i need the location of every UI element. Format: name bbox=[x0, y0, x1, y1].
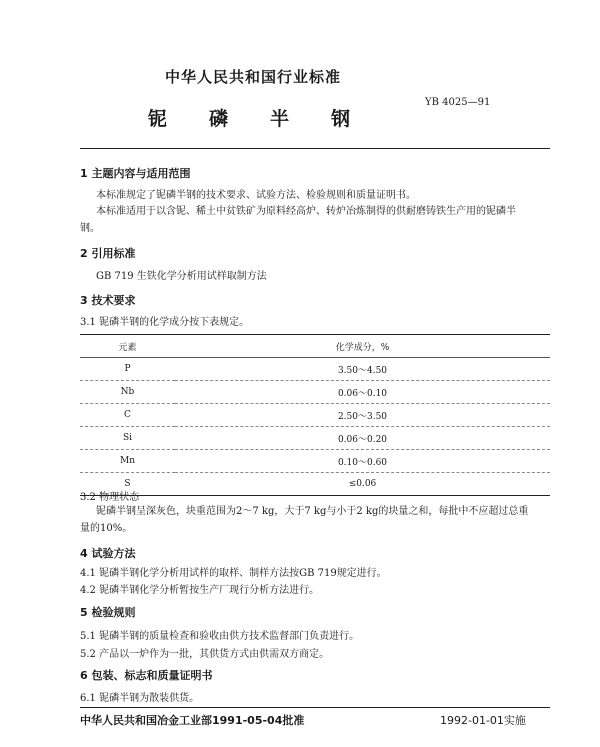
composition-cell: 0.06～0.10 bbox=[337, 388, 388, 399]
section-4-2-text: 4.2 铌磷半钢化学分析暂按生产厂现行分析方法进行。 bbox=[80, 585, 320, 596]
section-5-heading: 5 检验规则 bbox=[80, 606, 136, 619]
header-element: 元素 bbox=[118, 342, 137, 353]
table-row bbox=[80, 358, 550, 381]
composition-cell: 2.50～3.50 bbox=[337, 411, 388, 422]
section-6-heading: 6 包装、标志和质量证明书 bbox=[80, 669, 213, 682]
section-5-2-text: 5.2 产品以一炉作为一批，其供货方式由供需双方商定。 bbox=[80, 649, 330, 660]
implementation-date: 1992-01-01实施 bbox=[440, 714, 526, 727]
section-4-heading: 4 试验方法 bbox=[80, 547, 136, 560]
chemical-composition-table bbox=[80, 334, 550, 496]
section-4-1-text: 4.1 铌磷半钢化学分析用试样的取样、制样方法按GB 719规定进行。 bbox=[80, 568, 387, 579]
section-2-heading: 2 引用标准 bbox=[80, 247, 136, 260]
section-3-1-text: 3.1 铌磷半钢的化学成分按下表规定。 bbox=[80, 317, 250, 328]
section-1-paragraph-1: 本标准规定了铌磷半钢的技术要求、试验方法、检验规则和质量证明书。 bbox=[96, 190, 416, 201]
header-composition: 化学成分，% bbox=[335, 342, 390, 353]
standard-title: 铌磷半钢 bbox=[148, 108, 393, 130]
section-5-1-text: 5.1 铌磷半钢的质量检查和验收由供方技术监督部门负责进行。 bbox=[80, 631, 360, 642]
table-row bbox=[80, 381, 550, 404]
composition-cell: 0.06～0.20 bbox=[337, 434, 388, 445]
table-row bbox=[80, 473, 550, 496]
section-2-reference: GB 719 生铁化学分析用试样取制方法 bbox=[96, 271, 267, 282]
issuing-authority: 中华人民共和国行业标准 bbox=[165, 68, 342, 86]
composition-cell: ≤0.06 bbox=[348, 479, 377, 489]
section-6-1-text: 6.1 铌磷半钢为散装供货。 bbox=[80, 693, 200, 704]
section-1-heading: 1 主题内容与适用范围 bbox=[80, 167, 191, 180]
composition-cell: 0.10～0.60 bbox=[337, 457, 388, 468]
element-cell: Si bbox=[122, 433, 133, 443]
table-row bbox=[80, 450, 550, 473]
approval-statement: 中华人民共和国冶金工业部1991-05-04批准 bbox=[80, 714, 305, 727]
section-3-heading: 3 技术要求 bbox=[80, 294, 136, 307]
table-row bbox=[80, 427, 550, 450]
footer-divider bbox=[80, 707, 550, 708]
table-row bbox=[80, 404, 550, 427]
header-divider bbox=[80, 148, 550, 149]
section-3-2-text: 铌磷半钢呈深灰色，块重范围为2～7 kg，大于7 kg与小于2 kg的块量之和，每批中不应超过总重量的10%。 bbox=[80, 506, 529, 534]
element-cell: P bbox=[124, 364, 131, 374]
section-3-2-heading: 3.2 物理状态 bbox=[80, 492, 140, 503]
element-cell: C bbox=[124, 410, 131, 420]
element-cell: Mn bbox=[119, 456, 135, 466]
composition-cell: 3.50～4.50 bbox=[337, 365, 388, 376]
table-header-row bbox=[80, 335, 550, 358]
standard-code: YB 4025—91 bbox=[425, 97, 491, 108]
element-cell: S bbox=[124, 479, 131, 489]
element-cell: Nb bbox=[120, 387, 135, 397]
section-1-paragraph-2: 本标准适用于以含铌、稀土中贫铁矿为原料经高炉、转炉冶炼制得的供耐磨铸铁生产用的铌磷半钢。 bbox=[80, 206, 516, 234]
